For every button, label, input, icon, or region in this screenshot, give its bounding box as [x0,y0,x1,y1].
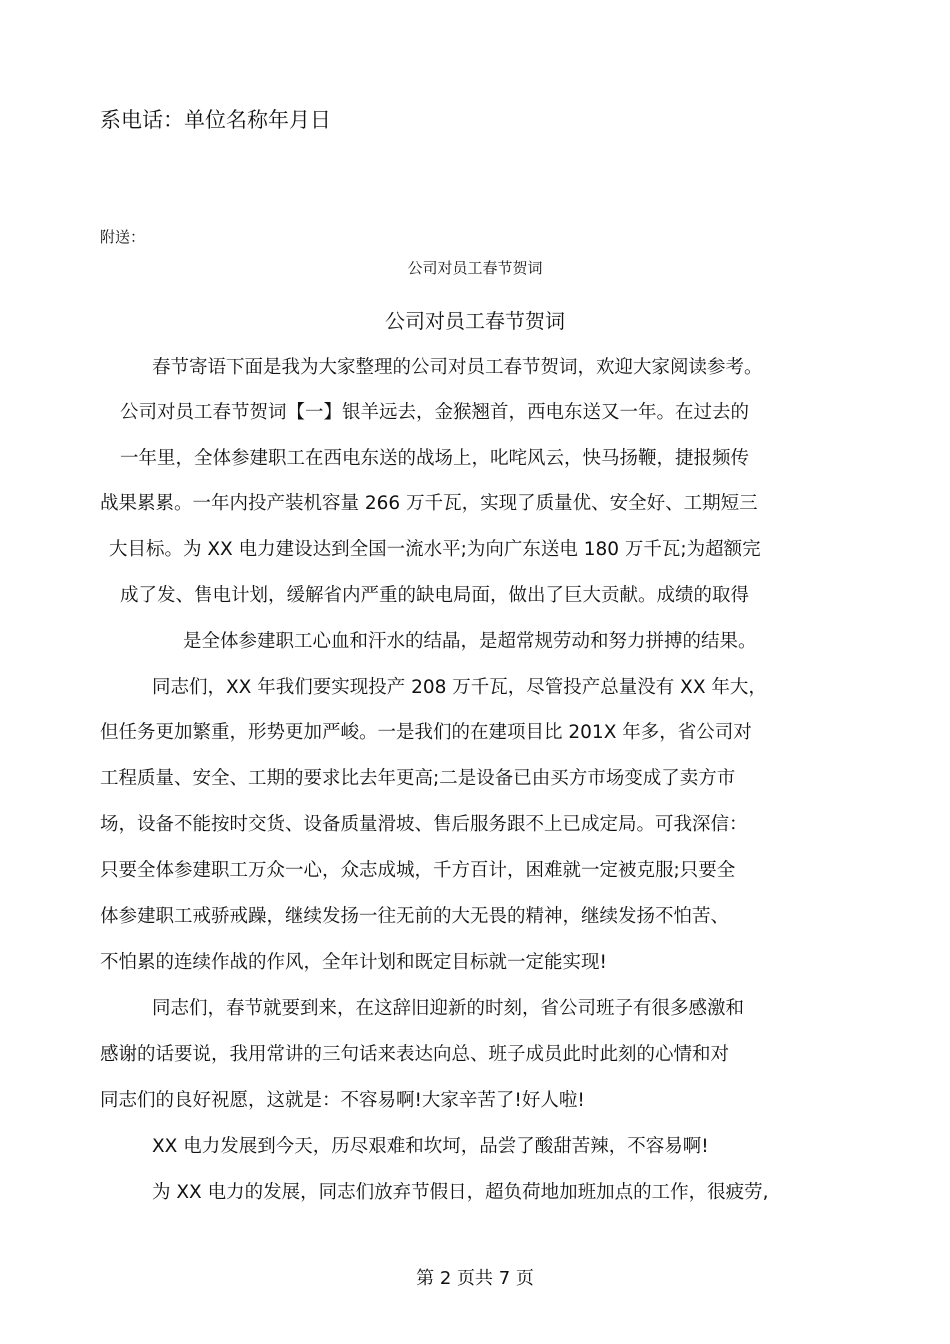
body-line: 大目标。为 XX 电力建设达到全国一流水平;为向广东送电 180 万千瓦;为超额完 [109,539,761,560]
body-line: 工程质量、安全、工期的要求比去年更高;二是设备已由买方市场变成了卖方市 [100,768,736,789]
contact-line: 系电话：单位名称年月日 [100,108,331,132]
body-line: 只要全体参建职工万众一心，众志成城，千方百计，困难就一定被克服;只要全 [100,860,736,881]
page-indicator: 第 2 页共 7 页 [416,1268,534,1289]
body-line: 春节寄语下面是我为大家整理的公司对员工春节贺词，欢迎大家阅读参考。 [152,357,763,378]
body-line: 不怕累的连续作战的作风，全年计划和既定目标就一定能实现! [100,952,607,973]
body-line: 战果累累。一年内投产装机容量 266 万千瓦，实现了质量优、安全好、工期短三 [100,493,758,514]
body-line: 场，设备不能按时交货、设备质量滑坡、售后服务跟不上已成定局。可我深信： [100,814,748,835]
body-line: 是全体参建职工心血和汗水的结晶，是超常规劳动和努力拼搏的结果。 [183,631,757,652]
body-line: 体参建职工戒骄戒躁，继续发扬一往无前的大无畏的精神，继续发扬不怕苦、 [100,906,730,927]
attachment-label: 附送： [100,228,146,246]
body-line: XX 电力发展到今天，历尽艰难和坎坷，品尝了酸甜苦辣，不容易啊! [152,1136,709,1157]
body-line: 同志们，春节就要到来，在这辞旧迎新的时刻，省公司班子有很多感激和 [152,998,745,1019]
body-line: 一年里，全体参建职工在西电东送的战场上，叱咤风云，快马扬鞭，捷报频传 [120,448,750,469]
body-line: 成了发、售电计划，缓解省内严重的缺电局面，做出了巨大贡献。成绩的取得 [120,585,750,606]
small-title: 公司对员工春节贺词 [407,259,543,277]
body-line: 但任务更加繁重，形势更加严峻。一是我们的在建项目比 201X 年多，省公司对 [100,722,752,743]
body-line: 为 XX 电力的发展，同志们放弃节假日，超负荷地加班加点的工作，很疲劳, [152,1182,769,1203]
body-line: 公司对员工春节贺词【一】银羊远去，金猴翘首，西电东送又一年。在过去的 [120,402,750,423]
document-title: 公司对员工春节贺词 [385,309,565,333]
body-line: 同志们，XX 年我们要实现投产 208 万千瓦，尽管投产总量没有 XX 年大， [152,677,767,698]
body-line: 感谢的话要说，我用常讲的三句话来表达向总、班子成员此时此刻的心情和对 [100,1044,730,1065]
body-line: 同志们的良好祝愿，这就是：不容易啊!大家辛苦了!好人啦! [100,1090,585,1111]
